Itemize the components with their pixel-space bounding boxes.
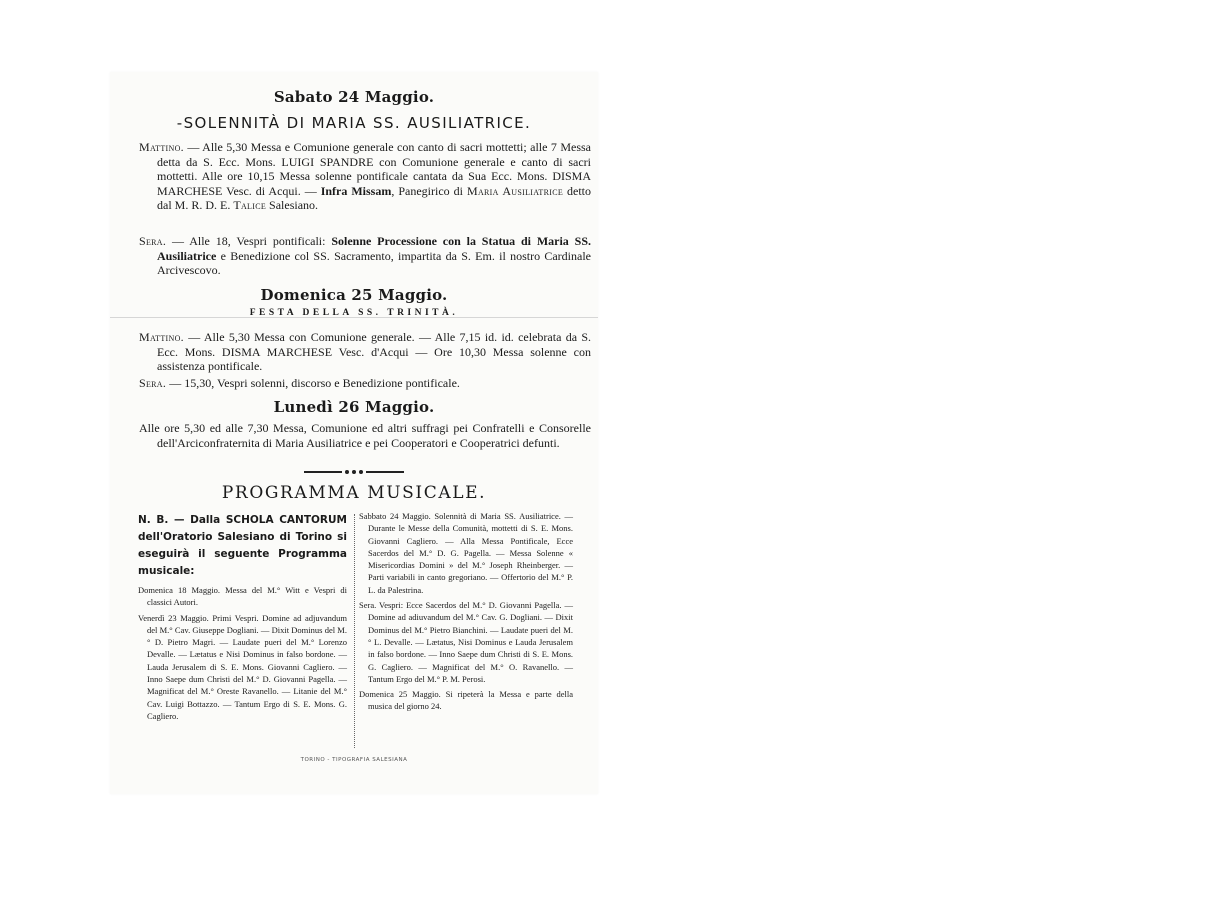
infra-missam: Infra Missam	[320, 183, 392, 198]
sera-text-s2: — 15,30, Vespri solenni, discorso e Benedizione pontificale.	[166, 376, 460, 390]
mattino-text: — Alle 5,30 Messa e Comunione generale con canto di sacri mottetti; alle 7 Messa detta da S. Ecc. Mons. LUIGI SPANDRE con Comunione generale e canto di sacri mottetti. Alle ore 10,15 Messa solenne pontificale cantata da Sua Ecc. Mons. DISMA MARCHESE Vesc. di Acqui. —	[157, 140, 591, 198]
right-program-column	[359, 510, 573, 716]
processione-bold: Solenne Processione con la Statua di Maria SS. Ausiliatrice	[157, 234, 591, 263]
mattino-text-s2: — Alle 5,30 Messa con Comunione generale. — Alle 7,15 id. id. celebrata da S. Ecc. Mons. DISMA MARCHESE Vesc. d'Acqui — Ore 10,30 Messa solenne con assistenza pontificale.	[157, 330, 591, 373]
mattino-label: Mattino.	[139, 140, 184, 154]
mattino-text-3: detto dal M. R. D. E.	[157, 183, 592, 212]
sera-text: — Alle 18, Vespri pontificali:	[166, 234, 332, 248]
ornament-divider	[304, 469, 404, 475]
mattino-text-4: Salesiano.	[266, 198, 319, 212]
sera-text-2: e Benedizione col SS. Sacramento, impartita da S. Em. il nostro Cardinale Arcivescovo.	[157, 248, 591, 277]
program-entry: Venerdì 23 Maggio. Primi Vespri. Domine ad adjuvandum del M.° Cav. Giuseppe Dogliani. — Dixit Dominus del M.° D. Pietro Magri. — Laudate pueri del M.° Lorenzo Devalle. — Lætatus e Nisi Dominus in falso bordone. — Lauda Jerusalem di S. E. Mons. Giovanni Cagliero. — Inno Saepe dum Christi del M.° D. Giovanni Pagella. — Magnificat del M.° Oreste Ravanello. — Litanie del M.° Cav. Luigi Bottazzo. — Tantum Ergo di S. E. Mons. G. Cagliero.	[138, 612, 347, 721]
section2-heading: Domenica 25 Maggio.	[260, 286, 448, 304]
section1-mattino-paragraph	[139, 140, 591, 213]
ornament-bar-right	[366, 471, 404, 473]
left-program-column	[138, 584, 347, 725]
program-entry: Sera. Vespri: Ecce Sacerdos del M.° D. Giovanni Pagella. — Domine ad adiuvandum del M.° Cav. G. Dogliani. — Dixit Dominus del M.° Pietro Bianchini. — Laudate pueri del M.° L. Devalle. — Lætatus, Nisi Dominus e Lauda Jerusalem in falso bordone. — Inno Saepe dum Christi di S. E. Mons. G. Cagliero. — Magnificat del M.° O. Ravanello. — Tantum Ergo del M.° P. M. Perosi.	[359, 600, 573, 684]
maria-ausiliatrice-label: Maria Ausiliatrice	[466, 183, 564, 198]
mattino-text-2: , Panegirico di	[391, 183, 467, 198]
section2-mattino-paragraph	[139, 330, 591, 374]
printer-footer: TORINO - TIPOGRAFIA SALESIANA	[300, 757, 408, 763]
section2-subheading: FESTA DELLA SS. TRINITÀ.	[249, 308, 459, 318]
ornament-dot	[345, 470, 349, 474]
document-page	[110, 72, 598, 794]
section3-paragraph: Alle ore 5,30 ed alle 7,30 Messa, Comunione ed altri suffragi pei Confratelli e Consorelle dell'Arciconfraternita di Maria Ausiliatrice e pei Cooperatori e Cooperatrici defunti.	[139, 421, 591, 450]
section1-sera-paragraph	[139, 234, 591, 278]
mattino-label-2: Mattino.	[139, 330, 184, 344]
ornament-dot	[359, 470, 363, 474]
programma-heading: PROGRAMMA MUSICALE.	[221, 483, 487, 503]
sera-label-2: Sera.	[139, 376, 167, 390]
ornament-bar-left	[304, 471, 342, 473]
section3-heading: Lunedì 26 Maggio.	[273, 398, 435, 416]
program-entry: Sabbato 24 Maggio. Solennità di Maria SS. Ausiliatrice. — Durante le Messe della Comunità, mottetti di S. E. Mons. Giovanni Cagliero. — Alla Messa Pontificale, Ecce Sacerdos del M.° D. G. Pagella. — Messa Solenne « Misericordias Domini » del M.° Joseph Rheinberger. — Parti variabili in canto gregoriano. — Offertorio del M.° P. L. da Palestrina.	[359, 511, 573, 595]
section1-heading: Sabato 24 Maggio.	[273, 88, 435, 106]
sera-label: Sera.	[139, 234, 167, 248]
talice-name: Talice	[233, 198, 267, 212]
column-divider	[354, 514, 356, 748]
program-entry: Domenica 18 Maggio. Messa del M.° Witt e Vespri di classici Autori.	[138, 585, 347, 608]
ornament-dot	[352, 470, 356, 474]
nb-note: N. B. — Dalla SCHOLA CANTORUM dell'Oratorio Salesiano di Torino si eseguirà il seguente Programma musicale:	[138, 514, 347, 577]
section2-sera-paragraph	[139, 376, 591, 391]
section1-subheading: -SOLENNITÀ DI MARIA SS. AUSILIATRICE.	[176, 114, 532, 132]
program-entry: Domenica 25 Maggio. Si ripeterà la Messa e parte della musica del giorno 24.	[359, 689, 573, 712]
